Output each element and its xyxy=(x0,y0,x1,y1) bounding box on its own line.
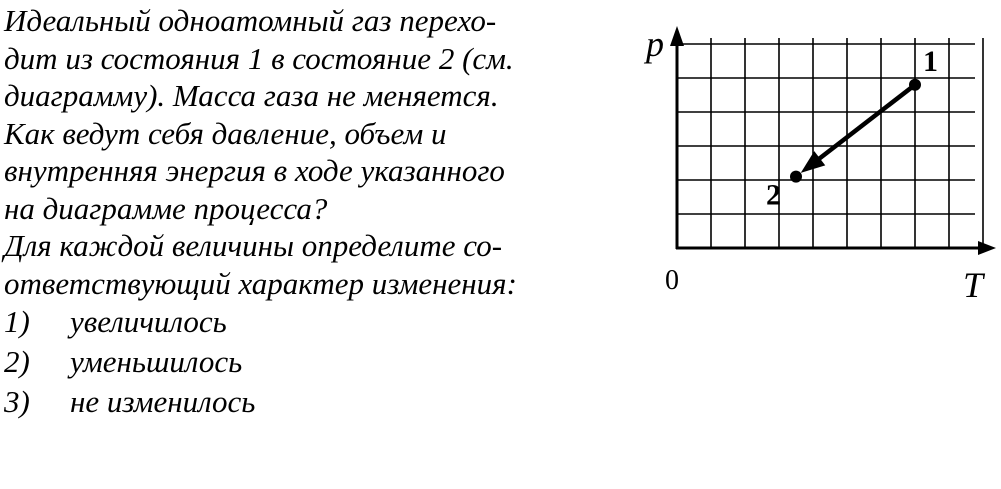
option-1-text: увеличилось xyxy=(70,304,227,339)
problem-line-5: внутренняя энергия в ходе указанного xyxy=(4,153,505,188)
process-arrow-line xyxy=(818,85,915,160)
option-3-text: не изменилось xyxy=(70,384,256,419)
y-axis-arrow xyxy=(670,26,684,46)
option-3-number: 3) xyxy=(4,384,30,419)
pT-diagram xyxy=(640,0,1001,320)
point-2-label: 2 xyxy=(766,178,781,212)
problem-line-3: диаграмму). Масса газа не меняется. xyxy=(4,78,499,113)
point-2 xyxy=(790,171,802,183)
option-3 xyxy=(4,382,604,422)
problem-line-4: Как ведут себя давление, объем и xyxy=(4,115,447,151)
option-2-text: уменьшилось xyxy=(70,344,243,379)
instruction-line-2: ответствующий характер изменения: xyxy=(4,265,517,301)
option-2 xyxy=(4,342,604,382)
point-1 xyxy=(909,79,921,91)
process-path xyxy=(790,79,921,183)
problem-text xyxy=(4,2,604,422)
problem-line-6: на диаграмме процесса? xyxy=(4,190,328,226)
point-1-label: 1 xyxy=(923,44,938,78)
x-axis-label: T xyxy=(963,265,984,305)
option-1 xyxy=(4,302,604,342)
origin-label: 0 xyxy=(665,265,679,296)
problem-line-1: Идеальный одноатомный газ перехо- xyxy=(4,3,497,38)
option-1-number: 1) xyxy=(4,304,30,339)
x-axis-arrow xyxy=(978,241,996,255)
instruction-line-1: Для каждой величины определите со- xyxy=(4,228,503,263)
option-2-number: 2) xyxy=(4,344,30,379)
problem-line-2: дит из состояния 1 в состояние 2 (см. xyxy=(4,40,514,76)
y-axis-label: p xyxy=(646,24,664,64)
